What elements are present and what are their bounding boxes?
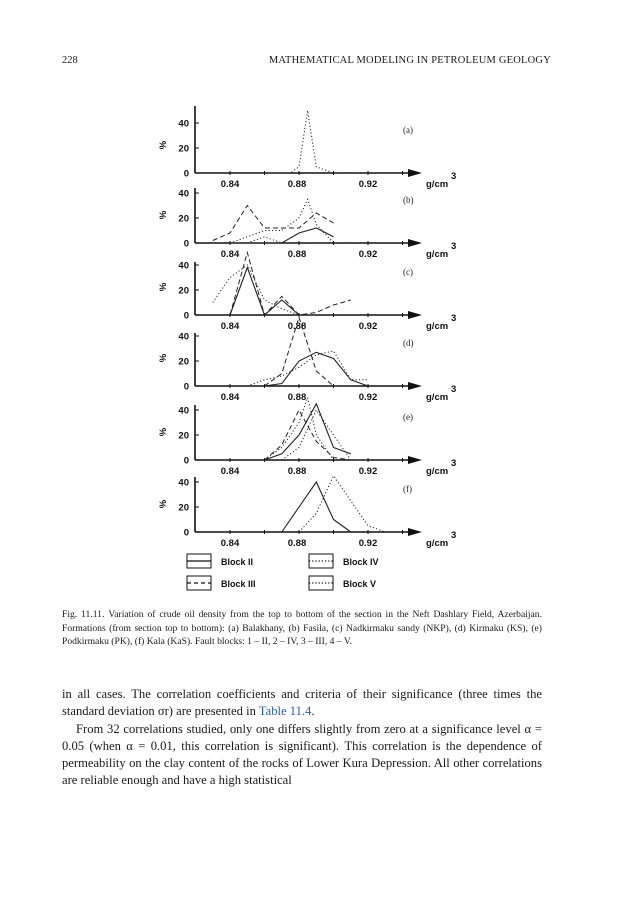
y-tick-label: 40 [178,331,189,343]
chart-panel-f [158,476,456,549]
panel-letter: (e) [403,412,413,422]
x-tick-label: 0.92 [358,466,378,477]
x-unit-label: g/cm [426,466,449,477]
y-tick-label: 0 [183,310,189,322]
y-axis-label: % [158,427,169,437]
series-line-block-iii [265,317,351,386]
y-tick-label: 40 [178,118,189,130]
body-paragraph-2: From 32 correlations studied, only one differs slightly from zero at a significance level α = 0.05 (when α = 0.01, this correlation is significant). This correlation is the dependence of permeability on the clay content of the rocks of Lower Kura Depression. All other correlations are reliable enough and have a high statistical [62,721,542,788]
y-axis-label: % [158,353,169,363]
x-tick-label: 0.92 [358,538,378,549]
x-tick-label: 0.84 [220,249,240,260]
y-tick-label: 40 [178,260,189,272]
x-axis-arrow [408,169,422,177]
series-line-block-iv [230,199,334,243]
table-link[interactable]: Table 11.4 [258,704,312,719]
chart-panel-e [158,398,456,478]
chart-panel-d [158,317,456,403]
x-tick-label: 0.84 [220,392,240,403]
y-tick-label: 0 [183,168,189,180]
x-unit-superscript: 3 [451,171,457,182]
panel-letter: (a) [403,125,413,135]
series-line-block-iv [265,398,334,461]
x-tick-label: 0.88 [287,321,307,332]
chart-panel-c [158,253,456,333]
y-tick-label: 40 [178,477,189,489]
x-tick-label: 0.84 [220,179,240,190]
y-tick-label: 20 [178,356,189,368]
body-paragraph-1 [62,686,542,721]
panel-letter: (b) [403,195,414,205]
y-tick-label: 40 [178,405,189,417]
series-line-block-iii [230,253,351,316]
y-tick-label: 0 [183,381,189,393]
body-text [62,686,542,790]
series-line-block-ii [230,228,334,243]
x-tick-label: 0.92 [358,179,378,190]
x-unit-label: g/cm [426,538,449,549]
series-line-block-iv [299,476,385,532]
series-line-block-ii [265,352,369,386]
panel-letter: (c) [403,267,413,277]
series-line-block-iv [265,111,369,174]
x-axis-arrow [408,456,422,464]
series-line-block-iii [213,206,334,241]
y-tick-label: 20 [178,143,189,155]
caption-label: Fig. 11.11. [62,609,105,620]
x-unit-label: g/cm [426,249,449,260]
y-axis-label: % [158,282,169,292]
body-paragraph-1-end: . [311,704,315,719]
x-tick-label: 0.88 [287,249,307,260]
x-unit-superscript: 3 [451,384,457,395]
y-tick-label: 20 [178,285,189,297]
chart-panel-b [158,188,456,260]
y-tick-label: 40 [178,188,189,200]
figure-caption [62,608,542,649]
x-unit-label: g/cm [426,179,449,190]
x-unit-superscript: 3 [451,313,457,324]
y-tick-label: 20 [178,213,189,225]
x-unit-label: g/cm [426,321,449,332]
x-tick-label: 0.88 [287,466,307,477]
x-tick-label: 0.84 [220,321,240,332]
x-tick-label: 0.84 [220,466,240,477]
x-tick-label: 0.88 [287,538,307,549]
x-unit-superscript: 3 [451,458,457,469]
x-axis-arrow [408,239,422,247]
chart-panel-a [158,106,456,190]
x-tick-label: 0.88 [287,179,307,190]
legend-label: Block IV [343,557,379,567]
panel-letter: (d) [403,338,414,348]
x-tick-label: 0.92 [358,249,378,260]
y-tick-label: 20 [178,430,189,442]
x-axis-arrow [408,311,422,319]
running-title: MATHEMATICAL MODELING IN PETROLEUM GEOLOGY [268,55,551,66]
x-unit-label: g/cm [426,392,449,403]
y-tick-label: 0 [183,527,189,539]
body-paragraph-1-text: in all cases. The correlation coefficients and criteria of their significance (three times the standard deviation σr) are presented in [62,687,542,719]
series-line-block-ii [282,482,351,532]
caption-text: Variation of crude oil density from the top to bottom of the section in the Neft Dashlary Field, Azerbaijan. Formations (from section top to bottom): (a) Balakhany, (b) Fasila, (c) Nadkirmaku sandy (NKP), (d) Kirmaku (KS), (e) Podkirmaku (PK), (f) Kala (KaS). Fault blocks: 1 – II, 2 – IV, 3 – III, 4 – V. [62,609,542,648]
x-axis-arrow [408,382,422,390]
y-tick-label: 0 [183,455,189,467]
y-axis-label: % [158,140,169,150]
panel-letter: (f) [403,484,412,494]
x-tick-label: 0.92 [358,321,378,332]
page-number: 228 [62,55,78,66]
y-tick-label: 20 [178,502,189,514]
legend-label: Block III [221,579,256,589]
series-line-block-iv [213,265,316,315]
series-line-block-ii [230,268,316,316]
legend [187,554,379,590]
x-unit-superscript: 3 [451,530,457,541]
x-tick-label: 0.84 [220,538,240,549]
x-unit-superscript: 3 [451,241,457,252]
y-axis-label: % [158,210,169,220]
y-tick-label: 0 [183,238,189,250]
legend-label: Block II [221,557,254,567]
x-tick-label: 0.88 [287,392,307,403]
y-axis-label: % [158,499,169,509]
legend-label: Block V [343,579,377,589]
series-line-block-ii [265,404,351,460]
x-tick-label: 0.92 [358,392,378,403]
x-axis-arrow [408,528,422,536]
